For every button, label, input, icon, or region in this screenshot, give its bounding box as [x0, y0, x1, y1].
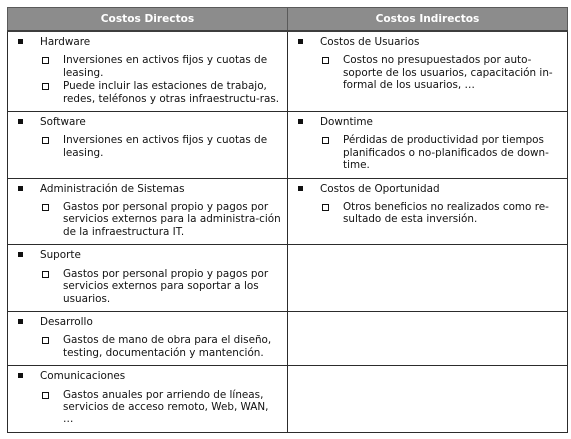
square-bullet-icon [18, 319, 23, 324]
hollow-square-bullet-icon [42, 392, 49, 399]
table-row [8, 366, 568, 433]
square-bullet-icon [18, 373, 23, 378]
indirect-cost-cell [288, 112, 568, 179]
direct-cost-cell [8, 366, 288, 433]
direct-cost-cell [8, 311, 288, 365]
indirect-cost-cell-empty [288, 366, 568, 433]
cost-item [18, 316, 281, 328]
cost-detail-list [18, 134, 281, 159]
cost-item-title: Suporte [40, 249, 81, 262]
direct-cost-cell [8, 178, 288, 245]
direct-cost-cell [8, 245, 288, 312]
cost-item [298, 116, 561, 128]
cost-detail-item [322, 201, 561, 226]
table-row [8, 245, 568, 312]
cost-item-title: Administración de Sistemas [40, 182, 185, 195]
cost-detail-item [42, 134, 281, 159]
cost-detail-item [42, 54, 281, 79]
cost-detail-item [42, 80, 281, 105]
cost-detail-text: Costos no presupuestados por auto-soporte de los usuarios, capacitación in-formal de los usuarios, … [343, 54, 553, 92]
hollow-square-bullet-icon [322, 137, 329, 144]
hollow-square-bullet-icon [42, 137, 49, 144]
cost-item [18, 183, 281, 195]
cost-detail-list [18, 201, 281, 238]
table-row [8, 178, 568, 245]
cost-detail-text: Pérdidas de productividad por tiempos planificados o no-planificados de down-time. [343, 134, 549, 172]
cost-detail-text: Otros beneficios no realizados como re-sultado de esta inversión. [343, 201, 549, 226]
cost-item [298, 183, 561, 195]
cost-detail-item [322, 134, 561, 171]
hollow-square-bullet-icon [42, 204, 49, 211]
hollow-square-bullet-icon [42, 271, 49, 278]
square-bullet-icon [298, 39, 303, 44]
cost-detail-item [42, 389, 281, 426]
cost-item-title: Hardware [40, 36, 91, 48]
cost-item-title: Software [40, 116, 86, 129]
header-row [8, 8, 568, 32]
cost-detail-list [18, 389, 281, 426]
cost-item [18, 36, 281, 48]
cost-detail-list [298, 201, 561, 226]
hollow-square-bullet-icon [322, 204, 329, 211]
cost-item-title: Downtime [320, 116, 373, 129]
cost-detail-list [18, 334, 281, 359]
square-bullet-icon [18, 186, 23, 191]
cost-detail-item [322, 54, 561, 91]
indirect-cost-cell-empty [288, 311, 568, 365]
cost-item [298, 36, 561, 48]
indirect-cost-cell [288, 31, 568, 112]
direct-cost-cell [8, 112, 288, 179]
cost-detail-list [18, 54, 281, 105]
hollow-square-bullet-icon [42, 83, 49, 90]
direct-cost-cell [8, 31, 288, 112]
cost-detail-text: Inversiones en activos fijos y cuotas de leasing. [63, 134, 268, 159]
square-bullet-icon [298, 119, 303, 124]
cost-item [18, 249, 281, 261]
indirect-cost-cell [288, 178, 568, 245]
cost-detail-text: Gastos de mano de obra para el diseño, testing, documentación y mantención. [63, 334, 272, 359]
cost-item-title: Comunicaciones [40, 370, 126, 383]
cost-item-title: Costos de Oportunidad [320, 182, 440, 195]
table-row [8, 311, 568, 365]
square-bullet-icon [18, 252, 23, 257]
square-bullet-icon [18, 39, 23, 44]
cost-item [18, 370, 281, 382]
hollow-square-bullet-icon [322, 57, 329, 64]
cost-item-title: Costos de Usuarios [320, 36, 420, 48]
square-bullet-icon [18, 119, 23, 124]
table-row [8, 31, 568, 112]
cost-item [18, 116, 281, 128]
indirect-costs-header: Costos Indirectos [288, 8, 568, 32]
cost-detail-list [298, 54, 561, 91]
cost-detail-list [298, 134, 561, 171]
cost-detail-item [42, 334, 281, 359]
cost-comparison-table [7, 7, 568, 433]
cost-detail-text: Gastos por personal propio y pagos por servicios externos para soportar a los usuarios. [63, 267, 269, 305]
hollow-square-bullet-icon [42, 57, 49, 64]
cost-detail-item [42, 268, 281, 305]
table-row [8, 112, 568, 179]
cost-detail-list [18, 268, 281, 305]
square-bullet-icon [298, 186, 303, 191]
cost-detail-text: Gastos por personal propio y pagos por servicios externos para la administra-ción de la infraestructura IT. [63, 201, 281, 238]
cost-item-title: Desarrollo [40, 315, 93, 328]
indirect-cost-cell-empty [288, 245, 568, 312]
cost-detail-text: Gastos anuales por arriendo de líneas, servicios de acceso remoto, Web, WAN, … [63, 388, 269, 426]
hollow-square-bullet-icon [42, 337, 49, 344]
cost-detail-item [42, 201, 281, 238]
cost-detail-text: Puede incluir las estaciones de trabajo, redes, teléfonos y otras infraestructu-ras. [63, 80, 280, 105]
direct-costs-header: Costos Directos [8, 8, 288, 32]
cost-detail-text: Inversiones en activos fijos y cuotas de leasing. [63, 54, 268, 79]
